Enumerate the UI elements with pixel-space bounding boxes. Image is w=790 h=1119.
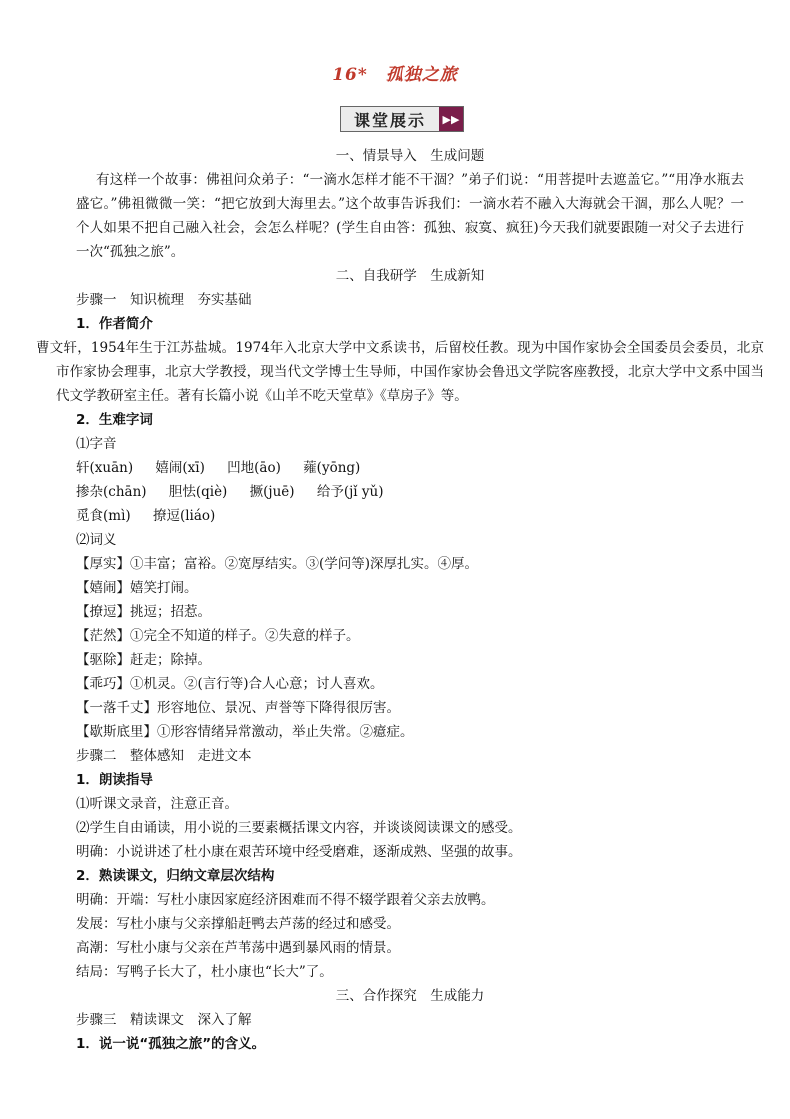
structure-line: 发展：写杜小康与父亲撑船赶鸭去芦荡的经过和感受。	[76, 916, 400, 932]
structure-line: 明确：开端：写杜小康因家庭经济困难而不得不辍学跟着父亲去放鸭。	[76, 892, 495, 908]
author-paragraph: 曹文轩，1954年生于江苏盐城。1974年入北京大学中文系读书，后留校任教。现为中国作家协会全国委员会委员，北京市作家协会理事，北京大学教授，现当代文学博士生导师，中国作家协会鲁迅文学院客座教授，北京大学中文系中国当代文学教研室主任。著有长篇小说《山羊不吃天堂草》《草房子》等。	[36, 340, 764, 404]
pinyin-entry: 轩(xuān)	[76, 460, 134, 476]
reading-line: 明确：小说讲述了杜小康在艰苦环境中经受磨难，逐渐成熟、坚强的故事。	[76, 844, 522, 860]
section3-heading: 三、合作探究 生成能力	[335, 988, 485, 1004]
pinyin-row	[76, 480, 744, 504]
pinyin-entry: 嬉闹(xī)	[155, 460, 205, 476]
reading-line: ⑴听课文录音，注意正音。	[76, 796, 238, 812]
pinyin-entry: 胆怯(qiè)	[168, 484, 228, 500]
structure-line: 结局：写鸭子长大了，杜小康也“长大”了。	[76, 964, 333, 980]
reading-guide-heading: 1．朗读指导	[76, 772, 153, 788]
pinyin-entry: 撅(juē)	[249, 484, 295, 500]
pinyin-entry: 掺杂(chān)	[76, 484, 147, 500]
definition-item: 【撩逗】挑逗；招惹。	[76, 604, 211, 620]
step3-heading: 步骤三 精读课文 深入了解	[76, 1012, 252, 1028]
pinyin-entry: 凹地(āo)	[227, 460, 281, 476]
section1-heading: 一、情景导入 生成问题	[335, 148, 485, 164]
meaning-question: 1．说一说“孤独之旅”的含义。	[76, 1036, 266, 1052]
pinyin-entry: 蕹(yōng)	[303, 460, 361, 476]
section2-heading: 二、自我研学 生成新知	[335, 268, 485, 284]
banner-label: 课堂展示	[353, 110, 426, 130]
structure-line: 高潮：写杜小康与父亲在芦苇荡中遇到暴风雨的情景。	[76, 940, 400, 956]
reading-line: ⑵学生自由诵读，用小说的三要素概括课文内容，并谈谈阅读课文的感受。	[76, 820, 522, 836]
vocab-heading: 2．生难字词	[76, 412, 153, 428]
structure-heading: 2．熟读课文，归纳文章层次结构	[76, 868, 275, 884]
definition-item: 【歇斯底里】①形容情绪异常激动，举止失常。②癔症。	[76, 724, 414, 740]
intro-paragraph: 有这样一个故事：佛祖问众弟子：“一滴水怎样才能不干涸？”弟子们说：“用菩提叶去遮盖它。”“用净水瓶去盛它。”佛祖微微一笑：“把它放到大海里去。”这个故事告诉我们：一滴水若不融入大海就会干涸，那么人呢？一个人如果不把自己融入社会，会怎么样呢？(学生自由答：孤独、寂寞、疯狂)今天我们就要跟随一对父子去进行一次“孤独之旅”。	[76, 172, 744, 260]
document-body	[36, 144, 764, 1056]
definition-item: 【茫然】①完全不知道的样子。②失意的样子。	[76, 628, 360, 644]
definition-item: 【厚实】①丰富；富裕。②宽厚结实。③(学问等)深厚扎实。④厚。	[76, 556, 479, 572]
double-arrow-icon: ▶▶	[439, 107, 463, 131]
definition-item: 【乖巧】①机灵。②(言行等)合人心意；讨人喜欢。	[76, 676, 384, 692]
classroom-display-banner	[340, 106, 464, 132]
pronunciation-subheading: ⑴字音	[76, 436, 117, 452]
meaning-subheading: ⑵词义	[76, 532, 117, 548]
author-intro-heading: 1．作者简介	[76, 316, 153, 332]
definition-item: 【驱除】赶走；除掉。	[76, 652, 211, 668]
definition-item: 【嬉闹】嬉笑打闹。	[76, 580, 198, 596]
pinyin-row	[76, 456, 744, 480]
step1-heading: 步骤一 知识梳理 夯实基础	[76, 292, 252, 308]
definition-item: 【一落千丈】形容地位、景况、声誉等下降得很厉害。	[76, 700, 400, 716]
pinyin-row	[76, 504, 744, 528]
pinyin-entry: 觅食(mì)	[76, 508, 131, 524]
lesson-title: 16* 孤独之旅	[332, 65, 458, 85]
pinyin-entry: 撩逗(liáo)	[152, 508, 216, 524]
pinyin-entry: 给予(jǐ yǔ)	[316, 484, 384, 500]
step2-heading: 步骤二 整体感知 走进文本	[76, 748, 252, 764]
